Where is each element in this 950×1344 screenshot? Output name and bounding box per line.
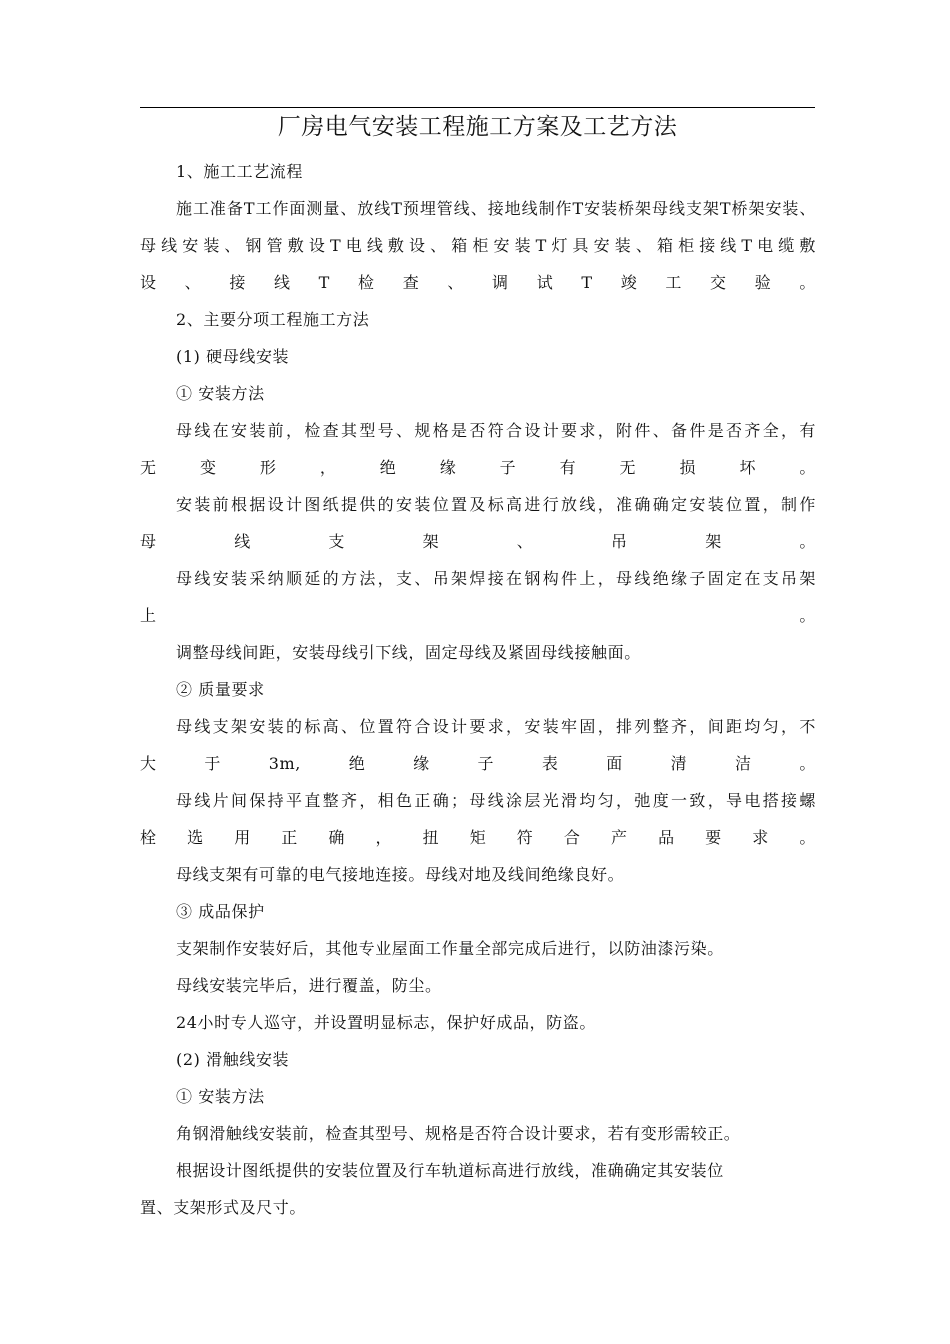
paragraph-line: 架安装、母线安装、钢管敷设T电线敷设、箱柜安装T灯具安装、箱柜接线T电缆敷 (140, 199, 816, 255)
paragraph-line: 母线片间保持平直整齐，相色正确；母线涂层光滑均匀，弛度一致，导电搭接螺 (176, 791, 816, 810)
item-heading-protection: ③ 成品保护 (176, 902, 265, 921)
paragraph-process-flow (140, 190, 816, 301)
item-heading-quality: ② 质量要求 (176, 680, 265, 699)
paragraph-trolley-layout (140, 1152, 816, 1226)
paragraph-line: 施工准备T工作面测量、放线T预埋管线、接地线制作T安装桥架母线支架T桥 (176, 199, 749, 218)
item-heading-trolley-method: ① 安装方法 (176, 1087, 265, 1106)
paragraph-line: 设、接线T检查、调试T竣工交验。 (140, 273, 816, 292)
paragraph-line: 根据设计图纸提供的安装位置及行车轨道标高进行放线，准确确定其安装位 (176, 1161, 724, 1180)
paragraph-quality-busbar (140, 782, 816, 856)
paragraph-line: 大于3m,绝缘子表面清洁。 (140, 754, 816, 773)
paragraph-busbar-adjust: 调整母线间距，安装母线引下线，固定母线及紧固母线接触面。 (176, 643, 641, 662)
paragraph-trolley-check: 角钢滑触线安装前，检查其型号、规格是否符合设计要求，若有变形需较正。 (176, 1124, 741, 1143)
paragraph-line: 无变形，绝缘子有无损坏。 (140, 458, 816, 477)
paragraph-protection-paint: 支架制作安装好后，其他专业屋面工作量全部完成后进行，以防油漆污染。 (176, 939, 724, 958)
paragraph-quality-support (140, 708, 816, 782)
paragraph-line: 母线安装采纳顺延的方法，支、吊架焊接在钢构件上，母线绝缘子固定在支吊架 (176, 569, 816, 588)
paragraph-line: 母线支架安装的标高、位置符合设计要求，安装牢固，排列整齐，间距均匀，不 (176, 717, 816, 736)
paragraph-quality-grounding: 母线支架有可靠的电气接地连接。母线对地及线间绝缘良好。 (176, 865, 625, 884)
paragraph-busbar-mounting (140, 560, 816, 634)
paragraph-line: 栓选用正确，扭矩符合产品要求。 (140, 828, 816, 847)
paragraph-busbar-check (140, 412, 816, 486)
paragraph-protection-cover: 母线安装完毕后，进行覆盖，防尘。 (176, 976, 442, 995)
paragraph-line: 母线支架、吊架。 (140, 532, 816, 551)
header-rule (140, 107, 815, 108)
paragraph-line: 上。 (140, 606, 816, 625)
paragraph-line: 安装前根据设计图纸提供的安装位置及标高进行放线，准确确定安装位置，制作 (176, 495, 816, 514)
subsection-heading-trolley: (2) 滑触线安装 (176, 1050, 290, 1069)
subsection-heading-busbar: (1) 硬母线安装 (176, 347, 290, 366)
paragraph-protection-guard: 24小时专人巡守，并设置明显标志，保护好成品，防盗。 (176, 1013, 596, 1032)
section-heading-process: 1、施工工艺流程 (176, 162, 303, 181)
paragraph-busbar-layout (140, 486, 816, 560)
paragraph-line: 母线在安装前，检查其型号、规格是否符合设计要求，附件、备件是否齐全，有 (176, 421, 816, 440)
item-heading-install-method: ① 安装方法 (176, 384, 265, 403)
document-title: 厂房电气安装工程施工方案及工艺方法 (277, 114, 678, 140)
section-heading-methods: 2、主要分项工程施工方法 (176, 310, 370, 329)
paragraph-line: 置、支架形式及尺寸。 (140, 1198, 307, 1217)
